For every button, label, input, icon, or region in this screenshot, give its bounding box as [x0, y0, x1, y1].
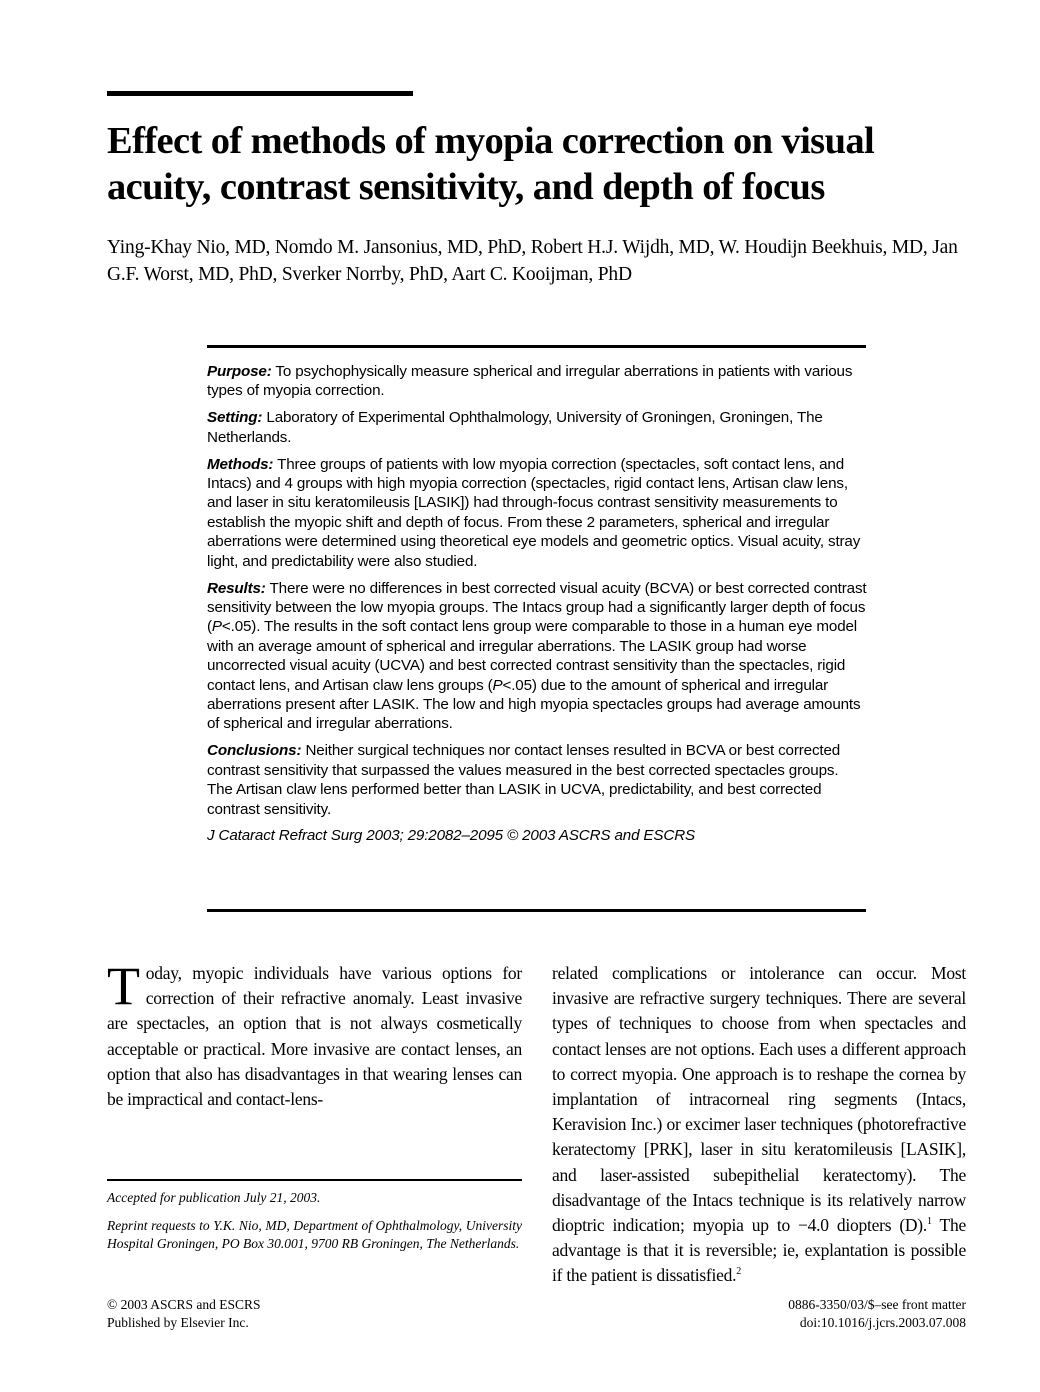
- drop-cap: T: [107, 956, 140, 1016]
- abstract-results: [207, 579, 867, 734]
- intro-paragraph: [107, 956, 522, 1112]
- abstract-bottom-rule: [207, 909, 866, 912]
- results-text: <.05). The results in the soft contact lens group were comparable to those in a human eye model with an average amount of spherical and irregular aberrations. The LASIK group had worse uncorrected visual acuity (UCVA) and best corrected contrast sensitivity than the spectacles, rigid contact lens, and Artisan claw lens groups (: [207, 618, 858, 694]
- purpose-label: Purpose:: [207, 363, 272, 380]
- doi-link[interactable]: doi:10.1016/j.jcrs.2003.07.008: [799, 1314, 966, 1330]
- setting-text: Laboratory of Experimental Ophthalmology, University of Groningen, Groningen, The Netherlands.: [207, 409, 823, 446]
- results-text: There were no differences in best corrected visual acuity (BCVA) or best corrected contrast sensitivity between the low myopia groups. The Intacs group had a significantly larger depth of focus (: [207, 579, 867, 636]
- abstract-methods: [207, 455, 867, 571]
- reprint-requests: Reprint requests to Y.K. Nio, MD, Department of Ophthalmology, University Hospital Groningen, PO Box 30.001, 9700 RB Groningen, The Netherlands.: [107, 1217, 522, 1251]
- reference-link[interactable]: 1: [927, 1216, 932, 1228]
- abstract-conclusions: [207, 741, 867, 819]
- body-text: The advantage is that it is reversible; ie, explantation is possible if the patient is dissatisfied.: [552, 1215, 966, 1286]
- body-column-left: [107, 956, 522, 1112]
- journal-citation: J Cataract Refract Surg 2003; 29:2082–2095 © 2003 ASCRS and ESCRS: [207, 827, 696, 845]
- body-text: related complications or intolerance can occur. Most invasive are refractive surgery techniques. There are several types of techniques to choose from when spectacles and contact lenses are not options. Each uses a different approach to correct myopia. One approach is to reshape the cornea by implantation of intracorneal ring segments (Intacs, Keravision Inc.) or excimer laser techniques (photorefractive keratectomy [PRK], laser in situ keratomileusis [LASIK], and laser-assisted subepithelial keratectomy). The disadvantage of the Intacs technique is its relatively narrow dioptric indication; myopia up to −4.0 diopters (D).: [552, 963, 966, 1236]
- methods-text: Three groups of patients with low myopia correction (spectacles, soft contact lens, and Intacs) and 4 groups with high myopia correction (spectacles, rigid contact lens, Artisan claw lens, and laser in situ keratomileusis [LASIK]) had through-focus contrast sensitivity measurements to establish the myopic shift and depth of focus. From these 2 parameters, spherical and irregular aberrations were determined using theoretical eye models and geometric optics. Visual acuity, stray light, and predictability were also studied.: [207, 455, 861, 570]
- footnote-rule: [107, 1179, 522, 1181]
- methods-label: Methods:: [207, 455, 274, 473]
- copyright-notice: © 2003 ASCRS and ESCRS: [107, 1297, 261, 1312]
- abstract-setting: [207, 408, 867, 447]
- doi-info: [788, 1296, 966, 1331]
- intro-paragraph-continued: [552, 961, 966, 1289]
- abstract-top-rule: [207, 345, 866, 348]
- footnotes: [107, 1189, 522, 1263]
- intro-text: oday, myopic individuals have various options for correction of their refractive anomaly. Least invasive are spectacles, an option that is not always cosmetically acceptable or practical. More invasive are contact lenses, an option that also has disadvantages in that wearing lenses can be impractical and contact-lens-: [107, 963, 522, 1110]
- setting-label: Setting:: [207, 409, 263, 427]
- publisher-name: Published by Elsevier Inc.: [107, 1314, 249, 1330]
- publisher-info: [107, 1296, 522, 1331]
- conclusions-label: Conclusions:: [207, 742, 302, 760]
- p-value-symbol: P: [492, 676, 503, 694]
- conclusions-text: Neither surgical techniques nor contact lenses resulted in BCVA or best corrected contrast sensitivity that surpassed the values measured in the best corrected spectacles groups. The Artisan claw lens performed better than LASIK in UCVA, predictability, and best corrected contrast sensitivity.: [207, 742, 841, 818]
- p-value-symbol: P: [211, 618, 222, 636]
- results-text: <.05) due to the amount of spherical and irregular aberrations present after LASIK. The low and high myopia spectacles groups had average amounts of spherical and irregular aberrations.: [207, 676, 861, 733]
- abstract-purpose: [207, 362, 867, 401]
- author-list: Ying-Khay Nio, MD, Nomdo M. Jansonius, MD, PhD, Robert H.J. Wijdh, MD, W. Houdijn Beekhuis, MD, Jan G.F. Worst, MD, PhD, Sverker Norrby, PhD, Aart C. Kooijman, PhD: [107, 237, 958, 285]
- article-title: Effect of methods of myopia correction on visual acuity, contrast sensitivity, and depth of focus: [107, 120, 875, 208]
- purpose-text: To psychophysically measure spherical and irregular aberrations in patients with various types of myopia correction.: [207, 363, 853, 400]
- accepted-date: Accepted for publication July 21, 2003.: [107, 1190, 321, 1205]
- results-label: Results:: [207, 579, 266, 597]
- header-rule: [107, 91, 413, 96]
- issn: 0886-3350/03/$–see front matter: [788, 1297, 966, 1312]
- abstract: [207, 362, 867, 853]
- body-column-right: [552, 961, 966, 1289]
- reference-link[interactable]: 2: [736, 1266, 741, 1278]
